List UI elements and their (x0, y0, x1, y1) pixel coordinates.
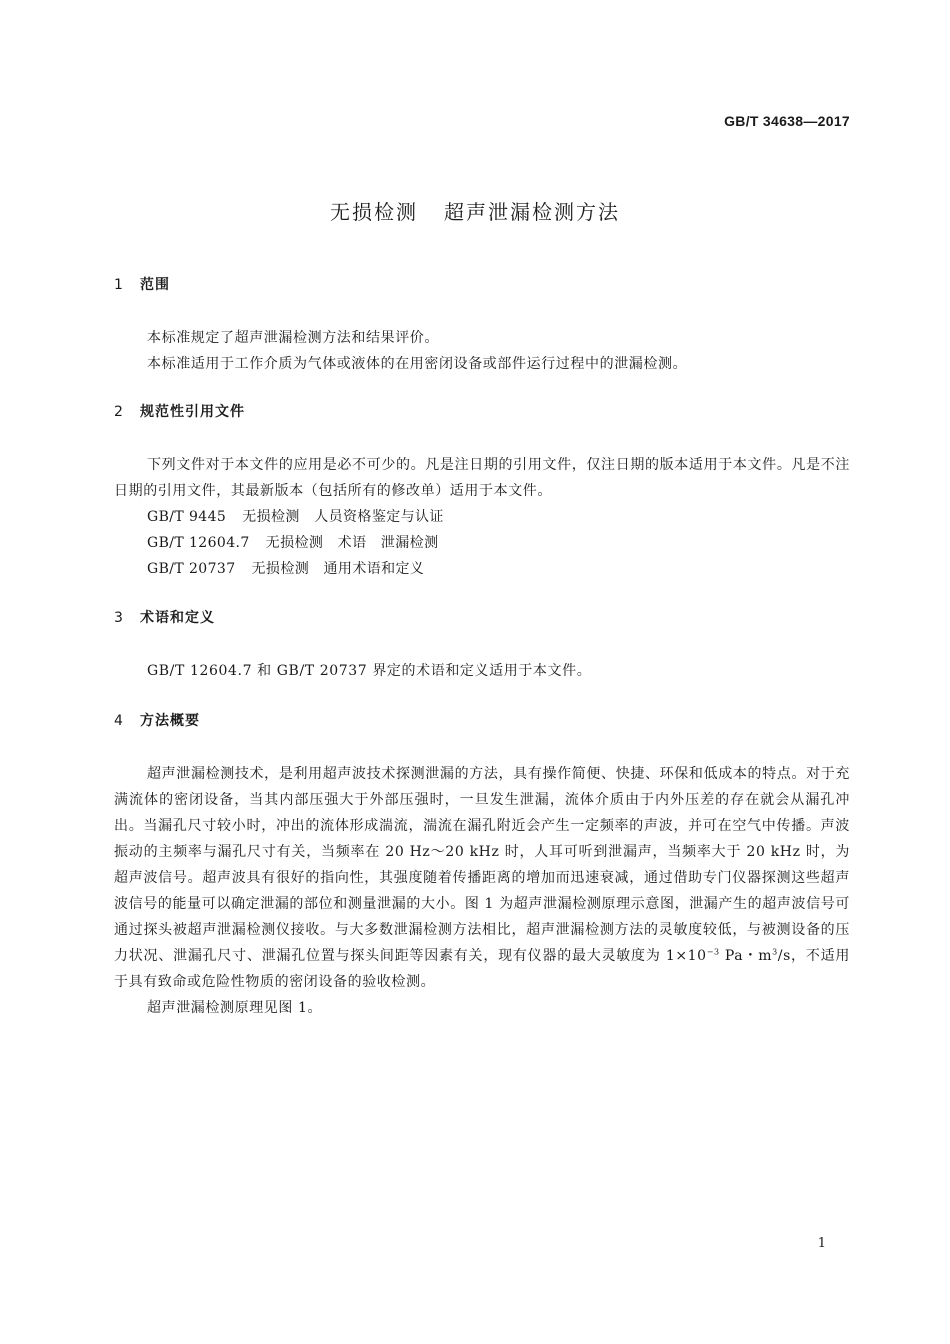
paragraph: GB/T 12604.7 和 GB/T 20737 界定的术语和定义适用于本文件。 (147, 663, 592, 679)
reference-item (114, 556, 850, 582)
section-title: 方法概要 (140, 713, 200, 729)
section-4 (114, 711, 850, 1021)
paragraph: 本标准适用于工作介质为气体或液体的在用密闭设备或部件运行过程中的泄漏检测。 (147, 356, 688, 372)
section-3 (114, 608, 850, 684)
section-heading (114, 275, 850, 295)
unit-text: Pa・m (719, 948, 773, 964)
reference-item (114, 530, 850, 556)
section-number: 3 (114, 610, 124, 626)
reference-title: 无损检测 通用术语和定义 (251, 561, 425, 577)
paragraph: 本标准规定了超声泄漏检测方法和结果评价。 (147, 330, 439, 346)
section-number: 1 (114, 277, 124, 293)
exponent: −3 (706, 947, 720, 957)
section-title: 规范性引用文件 (140, 404, 245, 420)
section-2 (114, 402, 850, 582)
reference-title: 无损检测 术语 泄漏检测 (265, 535, 439, 551)
section-heading (114, 608, 850, 628)
title-part2: 超声泄漏检测方法 (444, 200, 620, 224)
paragraph-text: /s，不适用于具有致命或危险性物质的密闭设备的验收检测。 (114, 948, 850, 990)
section-number: 4 (114, 713, 124, 729)
document-title (0, 196, 950, 225)
exponent: 3 (772, 947, 778, 957)
section-1 (114, 275, 850, 377)
standard-code: GB/T 34638—2017 (724, 113, 850, 129)
page-number: 1 (817, 1236, 826, 1251)
reference-title: 无损检测 人员资格鉴定与认证 (242, 509, 444, 525)
reference-item (114, 504, 850, 530)
section-heading (114, 711, 850, 731)
reference-code: GB/T 12604.7 (147, 535, 250, 551)
reference-code: GB/T 20737 (147, 561, 236, 577)
section-heading (114, 402, 850, 422)
section-number: 2 (114, 404, 124, 420)
paragraph: 超声泄漏检测原理见图 1。 (147, 1000, 323, 1016)
section-title: 术语和定义 (140, 610, 215, 626)
paragraph (114, 761, 850, 995)
paragraph: 下列文件对于本文件的应用是必不可少的。凡是注日期的引用文件，仅注日期的版本适用于本文件。凡是不注日期的引用文件，其最新版本（包括所有的修改单）适用于本文件。 (114, 457, 850, 499)
title-part1: 无损检测 (330, 200, 418, 224)
reference-code: GB/T 9445 (147, 509, 227, 525)
section-title: 范围 (140, 277, 170, 293)
paragraph-text: 超声泄漏检测技术，是利用超声波技术探测泄漏的方法，具有操作简便、快捷、环保和低成本的特点。对于充满流体的密闭设备，当其内部压强大于外部压强时，一旦发生泄漏，流体介质由于内外压差的存在就会从漏孔冲出。当漏孔尺寸较小时，冲出的流体形成湍流，湍流在漏孔附近会产生一定频率的声波，并可在空气中传播。声波振动的主频率与漏孔尺寸有关，当频率在 20 Hz～20 kHz 时，人耳可听到泄漏声，当频率大于 20 kHz 时，为超声波信号。超声波具有很好的指向性，其强度随着传播距离的增加而迅速衰减，通过借助专门仪器探测这些超声波信号的能量可以确定泄漏的部位和测量泄漏的大小。图 1 为超声泄漏检测原理示意图，泄漏产生的超声波信号可通过探头被超声泄漏检测仪接收。与大多数泄漏检测方法相比，超声泄漏检测方法的灵敏度较低，与被测设备的压力状况、泄漏孔尺寸、泄漏孔位置与探头间距等因素有关，现有仪器的最大灵敏度为 1×10 (114, 766, 850, 964)
